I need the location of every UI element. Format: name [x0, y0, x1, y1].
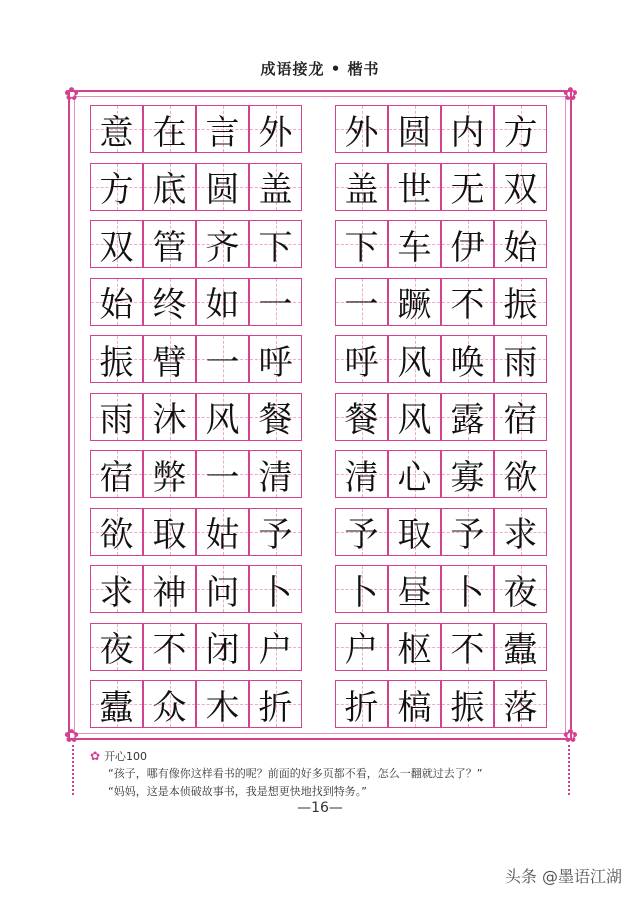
tian-grid-cell [388, 623, 441, 671]
tian-grid-cell [388, 278, 441, 326]
character: 无 [450, 170, 485, 210]
character: 齐 [205, 227, 240, 268]
character: 在 [152, 112, 187, 153]
tian-grid-cell [494, 393, 547, 441]
character: 蠹 [99, 687, 134, 728]
character: 外 [258, 112, 293, 153]
tian-grid-cell [90, 680, 143, 728]
tian-grid-cell [335, 565, 388, 613]
character: 弊 [152, 457, 187, 498]
tian-grid-cell [335, 163, 388, 211]
grid-row [90, 680, 550, 728]
grid-row [90, 393, 550, 441]
character: 如 [205, 285, 240, 325]
tian-grid-cell [335, 220, 388, 268]
note-header [90, 748, 550, 764]
tian-grid-cell [196, 278, 249, 326]
tian-grid-cell [441, 220, 494, 268]
tian-grid-cell [249, 335, 302, 383]
tian-grid-cell [90, 278, 143, 326]
tian-grid-cell [249, 220, 302, 268]
character: 露 [450, 400, 485, 440]
character: 闭 [205, 630, 240, 670]
tian-grid-cell [335, 450, 388, 498]
character: 卜 [344, 572, 379, 613]
tian-grid-cell [494, 335, 547, 383]
character: 寡 [450, 457, 485, 498]
tian-grid-cell [143, 220, 196, 268]
tian-grid-cell [335, 623, 388, 671]
tian-grid-cell [388, 393, 441, 441]
tian-grid-cell [249, 105, 302, 153]
tian-grid-cell [249, 623, 302, 671]
tian-grid-cell [335, 335, 388, 383]
character: 欲 [503, 457, 538, 498]
character: 雨 [99, 400, 134, 440]
character: 底 [152, 170, 187, 210]
character: 始 [99, 285, 134, 325]
character: 蹶 [397, 285, 432, 325]
grid-row [90, 450, 550, 498]
character: 蠹 [503, 630, 538, 670]
character: 夜 [503, 572, 538, 613]
character: 昼 [397, 572, 432, 613]
character: 求 [99, 572, 134, 613]
tian-grid-cell [249, 680, 302, 728]
tian-grid-cell [441, 278, 494, 326]
tian-grid-cell [441, 335, 494, 383]
flower-corner-icon: ✿ [562, 726, 578, 747]
character: 呼 [258, 342, 293, 383]
tian-grid-cell [90, 450, 143, 498]
tian-grid-cell [494, 508, 547, 556]
tian-grid-cell [143, 278, 196, 326]
character: 始 [503, 227, 538, 268]
tian-grid-cell [335, 508, 388, 556]
tian-grid-cell [388, 105, 441, 153]
tian-grid-cell [441, 680, 494, 728]
character: 圆 [397, 112, 432, 153]
character: 振 [99, 342, 134, 383]
character: 清 [258, 457, 293, 498]
character: 餐 [258, 400, 293, 440]
character: 呼 [344, 342, 379, 383]
character: 予 [258, 515, 293, 555]
tian-grid-cell [196, 623, 249, 671]
tian-grid-cell [249, 450, 302, 498]
page-title: 成语接龙 • 楷书 [260, 60, 380, 78]
character: 欲 [99, 515, 134, 555]
grid-row [90, 623, 550, 671]
tian-grid-cell [196, 335, 249, 383]
tian-grid-cell [335, 393, 388, 441]
tian-grid-cell [90, 105, 143, 153]
character: 风 [205, 400, 240, 440]
character: 予 [344, 515, 379, 555]
flower-icon: ✿ [90, 749, 101, 763]
character: 予 [450, 515, 485, 555]
tian-grid-cell [494, 565, 547, 613]
character: 唤 [450, 342, 485, 383]
tian-grid-cell [249, 278, 302, 326]
note-label: 开心100 [104, 750, 148, 763]
tian-grid-cell [90, 508, 143, 556]
character: 户 [258, 630, 293, 670]
tian-grid-cell [143, 335, 196, 383]
tian-grid-cell [494, 163, 547, 211]
character: 双 [503, 170, 538, 210]
tian-grid-cell [249, 163, 302, 211]
tian-grid-cell [335, 278, 388, 326]
flower-corner-icon: ✿ [562, 84, 578, 105]
tian-grid-cell [196, 105, 249, 153]
tian-grid-cell [196, 163, 249, 211]
character: 方 [503, 112, 538, 153]
character: 雨 [503, 342, 538, 383]
tian-grid-cell [441, 450, 494, 498]
tian-grid-cell [441, 623, 494, 671]
note-line-1: “孩子，哪有像你这样看书的呢？前面的好多页都不看，怎么一翻就过去了？” [108, 767, 483, 780]
character: 盖 [344, 170, 379, 210]
tian-grid-cell [90, 220, 143, 268]
tian-grid-cell [388, 335, 441, 383]
grid-row [90, 335, 550, 383]
character: 折 [258, 687, 293, 728]
tian-grid-cell [90, 163, 143, 211]
character: 意 [99, 112, 134, 153]
character: 问 [205, 572, 240, 613]
tian-grid-cell [441, 508, 494, 556]
grid-row [90, 565, 550, 613]
character: 一 [258, 285, 293, 325]
character: 方 [99, 170, 134, 210]
character: 槁 [397, 687, 432, 728]
character: 夜 [99, 630, 134, 670]
watermark: 头条 @墨语江湖 [504, 867, 622, 886]
character: 落 [503, 687, 538, 728]
character: 盖 [258, 170, 293, 210]
character: 双 [99, 227, 134, 268]
character: 枢 [397, 630, 432, 670]
tian-grid-cell [335, 680, 388, 728]
character: 沐 [152, 400, 187, 440]
character: 心 [397, 457, 432, 498]
tian-grid-cell [143, 163, 196, 211]
tian-grid-cell [494, 450, 547, 498]
tian-grid-cell [196, 680, 249, 728]
tian-grid-cell [90, 623, 143, 671]
character: 下 [258, 227, 293, 268]
character: 不 [450, 630, 485, 670]
character: 卜 [258, 572, 293, 613]
tian-grid-cell [441, 163, 494, 211]
tian-grid-cell [441, 565, 494, 613]
character: 宿 [503, 400, 538, 440]
character: 一 [205, 342, 240, 383]
tian-grid-cell [249, 393, 302, 441]
flower-corner-icon: ✿ [64, 726, 80, 747]
grid-row [90, 105, 550, 153]
character: 臂 [152, 342, 187, 383]
tian-grid-cell [441, 105, 494, 153]
character: 不 [450, 285, 485, 325]
tian-grid-cell [90, 565, 143, 613]
character: 折 [344, 687, 379, 728]
tian-grid-cell [143, 105, 196, 153]
character: 宿 [99, 457, 134, 498]
tian-grid-cell [388, 220, 441, 268]
tian-grid-cell [143, 508, 196, 556]
character: 取 [152, 515, 187, 555]
character: 圆 [205, 170, 240, 210]
tian-grid-cell [196, 565, 249, 613]
character: 伊 [450, 227, 485, 268]
tian-grid-cell [90, 335, 143, 383]
character: 世 [397, 170, 432, 210]
tian-grid-cell [249, 565, 302, 613]
grid-row [90, 278, 550, 326]
tian-grid-cell [196, 450, 249, 498]
tian-grid-cell [196, 393, 249, 441]
character: 车 [397, 227, 432, 268]
note-line-2: “妈妈，这是本侦破故事书，我是想更快地找到特务。” [108, 785, 367, 798]
character: 风 [397, 342, 432, 383]
tian-grid-cell [494, 220, 547, 268]
page-number: —16— [297, 800, 343, 816]
character: 木 [205, 687, 240, 728]
tian-grid-cell [196, 508, 249, 556]
character: 一 [205, 457, 240, 498]
character: 风 [397, 400, 432, 440]
character: 餐 [344, 400, 379, 440]
character: 振 [450, 687, 485, 728]
character: 下 [344, 227, 379, 268]
tian-grid-cell [441, 393, 494, 441]
tian-grid-cell [494, 680, 547, 728]
character: 外 [344, 112, 379, 153]
character: 神 [152, 572, 187, 613]
tian-grid-cell [249, 508, 302, 556]
character: 众 [152, 687, 187, 728]
tian-grid-cell [335, 105, 388, 153]
tian-grid-cell [388, 680, 441, 728]
tian-grid-cell [143, 680, 196, 728]
tian-grid-cell [388, 450, 441, 498]
character: 终 [152, 285, 187, 325]
character: 振 [503, 285, 538, 325]
character: 清 [344, 457, 379, 498]
calligraphy-grid [90, 105, 550, 737]
character: 不 [152, 630, 187, 670]
tian-grid-cell [90, 393, 143, 441]
joke-note [90, 748, 550, 800]
character: 管 [152, 227, 187, 268]
character: 户 [344, 630, 379, 670]
tian-grid-cell [494, 623, 547, 671]
tian-grid-cell [196, 220, 249, 268]
character: 姑 [205, 515, 240, 555]
tian-grid-cell [388, 163, 441, 211]
tian-grid-cell [494, 105, 547, 153]
grid-row [90, 163, 550, 211]
tian-grid-cell [143, 565, 196, 613]
tian-grid-cell [388, 565, 441, 613]
character: 言 [205, 112, 240, 153]
grid-row [90, 220, 550, 268]
tian-grid-cell [494, 278, 547, 326]
flower-corner-icon: ✿ [64, 84, 80, 105]
character: 内 [450, 112, 485, 153]
character: 求 [503, 515, 538, 555]
tian-grid-cell [388, 508, 441, 556]
character: 一 [344, 285, 379, 325]
grid-row [90, 508, 550, 556]
character: 取 [397, 515, 432, 555]
tian-grid-cell [143, 393, 196, 441]
character: 卜 [450, 572, 485, 613]
tian-grid-cell [143, 623, 196, 671]
tian-grid-cell [143, 450, 196, 498]
